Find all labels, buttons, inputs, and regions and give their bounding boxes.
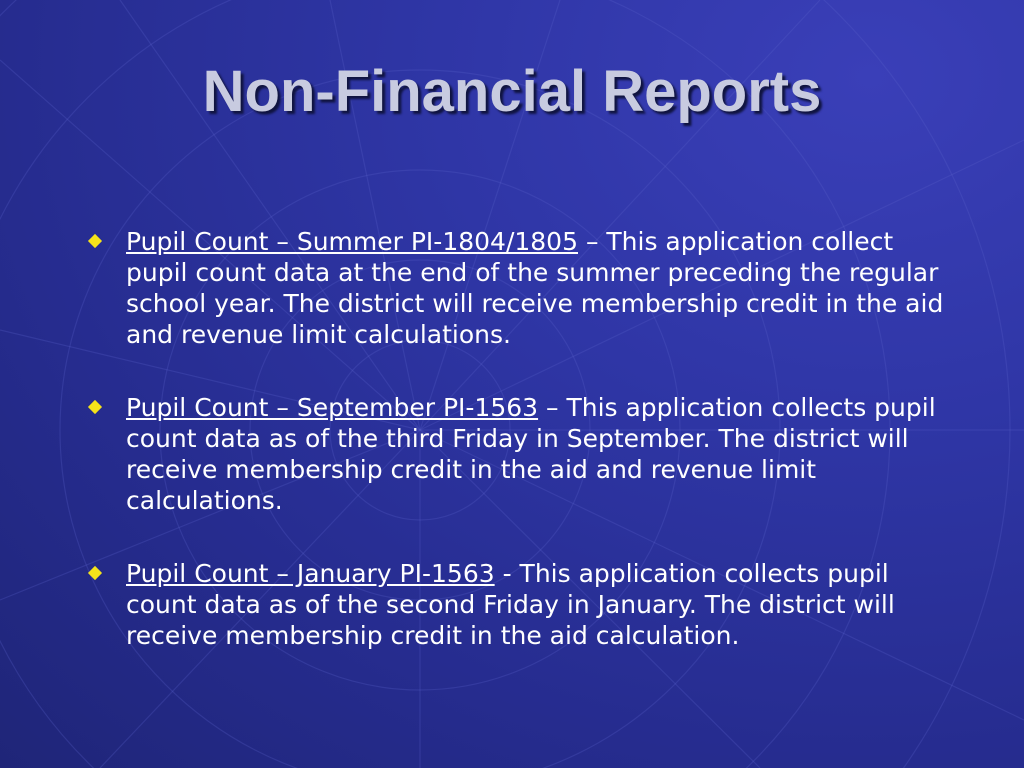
diamond-bullet-icon [88, 400, 102, 414]
diamond-bullet-icon [88, 234, 102, 248]
slide-title: Non-Financial Reports [202, 59, 822, 124]
pupil-count-january-link[interactable]: Pupil Count – January PI-1563 [126, 559, 495, 588]
pupil-count-september-link[interactable]: Pupil Count – September PI-1563 [126, 393, 539, 422]
pupil-count-summer-link[interactable]: Pupil Count – Summer PI-1804/1805 [126, 227, 578, 256]
bullet-item-january [88, 558, 948, 651]
bullet-description: – This application collects pupil count data as of the third Friday in September. The district will receive membership credit in the aid and revenue limit calculations. [126, 393, 936, 515]
bullet-list [88, 226, 948, 693]
diamond-bullet-icon [88, 566, 102, 580]
bullet-item-september [88, 392, 948, 516]
bullet-description: – This application collect pupil count data at the end of the summer preceding the regular school year. The district will receive membership credit in the aid and revenue limit calculations. [126, 227, 944, 349]
bullet-item-summer [88, 226, 948, 350]
bullet-description: - This application collects pupil count data as of the second Friday in January. The district will receive membership credit in the aid calculation. [126, 559, 895, 650]
